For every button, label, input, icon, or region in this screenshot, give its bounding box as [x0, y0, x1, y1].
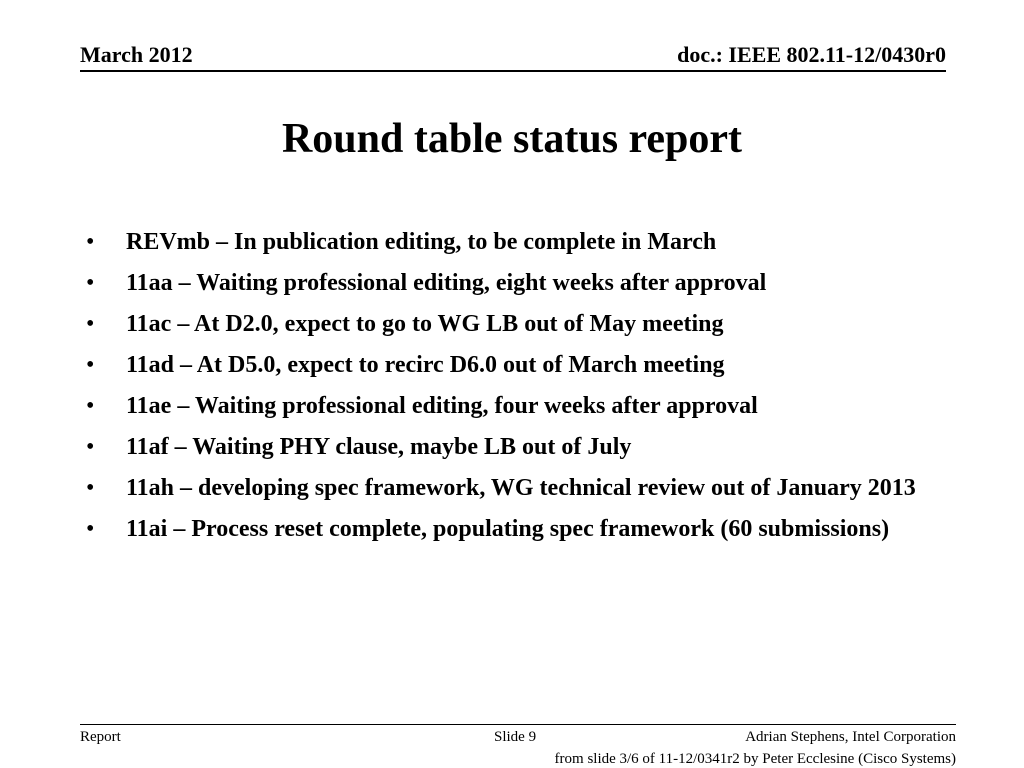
bullet-item-11ae — [86, 389, 936, 423]
footer-author: Adrian Stephens, Intel Corporation — [745, 729, 956, 745]
slide-title: Round table status report — [281, 116, 743, 162]
bullet-marker: • — [86, 229, 95, 255]
bullet-text: 11af – Waiting PHY clause, maybe LB out of July — [126, 434, 632, 460]
footer-report-label: Report — [80, 729, 121, 745]
slide-header — [80, 40, 946, 72]
bullet-item-revmb — [86, 225, 936, 259]
bullet-item-11aa — [86, 266, 936, 300]
bullet-text: REVmb – In publication editing, to be complete in March — [126, 229, 717, 255]
bullet-list — [86, 225, 936, 553]
bullet-marker: • — [86, 311, 95, 337]
bullet-marker: • — [86, 475, 95, 501]
bullet-text: 11ai – Process reset complete, populating spec framework (60 submissions) — [126, 516, 890, 542]
header-document-id: doc.: IEEE 802.11-12/0430r0 — [677, 42, 946, 67]
bullet-text: 11ac – At D2.0, expect to go to WG LB out of May meeting — [126, 311, 724, 337]
bullet-marker: • — [86, 270, 95, 296]
bullet-item-11ai — [86, 512, 936, 546]
bullet-text: 11aa – Waiting professional editing, eight weeks after approval — [126, 270, 767, 296]
bullet-marker: • — [86, 393, 95, 419]
bullet-marker: • — [86, 352, 95, 378]
header-date: March 2012 — [80, 42, 193, 67]
bullet-item-11ah — [86, 471, 936, 505]
footer-divider — [80, 724, 956, 725]
bullet-text: 11ad – At D5.0, expect to recirc D6.0 out of March meeting — [126, 352, 725, 378]
bullet-item-11ad — [86, 348, 936, 382]
bullet-text: 11ah – developing spec framework, WG technical review out of January 2013 — [126, 475, 916, 501]
bullet-text: 11ae – Waiting professional editing, four weeks after approval — [126, 393, 758, 419]
slide-number: Slide 9 — [494, 729, 537, 745]
bullet-marker: • — [86, 516, 95, 542]
footer-source-note: from slide 3/6 of 11-12/0341r2 by Peter Ecclesine (Cisco Systems) — [554, 751, 956, 767]
bullet-item-11af — [86, 430, 936, 464]
bullet-item-11ac — [86, 307, 936, 341]
bullet-marker: • — [86, 434, 95, 460]
